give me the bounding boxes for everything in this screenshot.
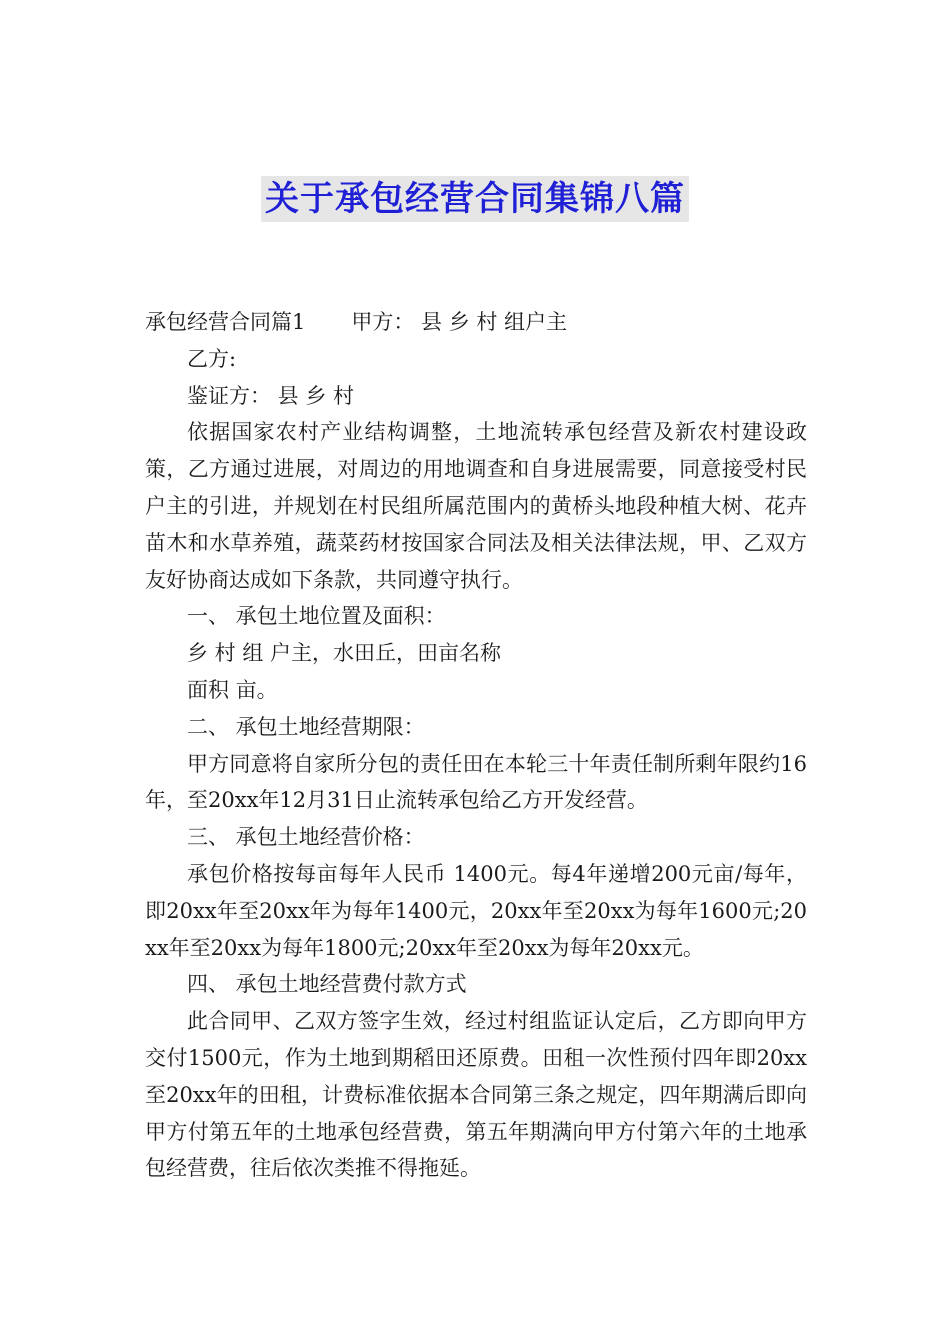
- paragraph: 此合同甲、乙双方签字生效，经过村组监证认定后，乙方即向甲方交付1500元，作为土地到期稻田还原费。田租一次性预付四年即20xx至20xx年的田租，计费标准依据本合同第三条之规定，四年期满后即向甲方付第五年的土地承包经营费，第五年期满向甲方付第六年的土地承包经营费，往后依次类推不得拖延。: [145, 1009, 807, 1181]
- section-heading: 四、 承包土地经营费付款方式: [187, 972, 467, 997]
- section-heading: 二、 承包土地经营期限：: [187, 714, 425, 739]
- contract-heading-line: [145, 304, 807, 341]
- section-heading: 三、 承包土地经营价格：: [187, 825, 425, 850]
- paragraph: 承包价格按每亩每年人民币 1400元。每4年递增200元亩/每年，即20xx年至20xx年为每年1400元，20xx年至20xx为每年1600元;20xx年至20xx为每年1800元;20xx年至20xx为每年20xx元。: [145, 861, 807, 960]
- paragraph: 乙方:: [187, 346, 237, 371]
- paragraph: 甲方同意将自家所分包的责任田在本轮三十年责任制所剩年限约16年，至20xx年12月31日止流转承包给乙方开发经营。: [145, 751, 807, 813]
- paragraph: 面积 亩。: [187, 677, 278, 702]
- paragraph: 乡 村 组 户主，水田丘，田亩名称: [187, 641, 502, 666]
- document-title: 关于承包经营合同集锦八篇: [261, 176, 689, 222]
- title-container: [0, 176, 950, 222]
- document-body: [145, 304, 807, 1187]
- paragraph: 依据国家农村产业结构调整，土地流转承包经营及新农村建设政策，乙方通过进展，对周边的用地调查和自身进展需要，同意接受村民户主的引进，并规划在村民组所属范围内的黄桥头地段种植大树、花卉苗木和水草养殖，蔬菜药材按国家合同法及相关法律法规，甲、乙双方友好协商达成如下条款，共同遵守执行。: [145, 420, 807, 592]
- contract-heading: 承包经营合同篇1: [145, 310, 306, 334]
- section-heading: 一、 承包土地位置及面积：: [187, 604, 446, 629]
- paragraph: 鉴证方： 县 乡 村: [187, 383, 355, 408]
- party-a-line: 甲方： 县 乡 村 组户主: [351, 310, 568, 334]
